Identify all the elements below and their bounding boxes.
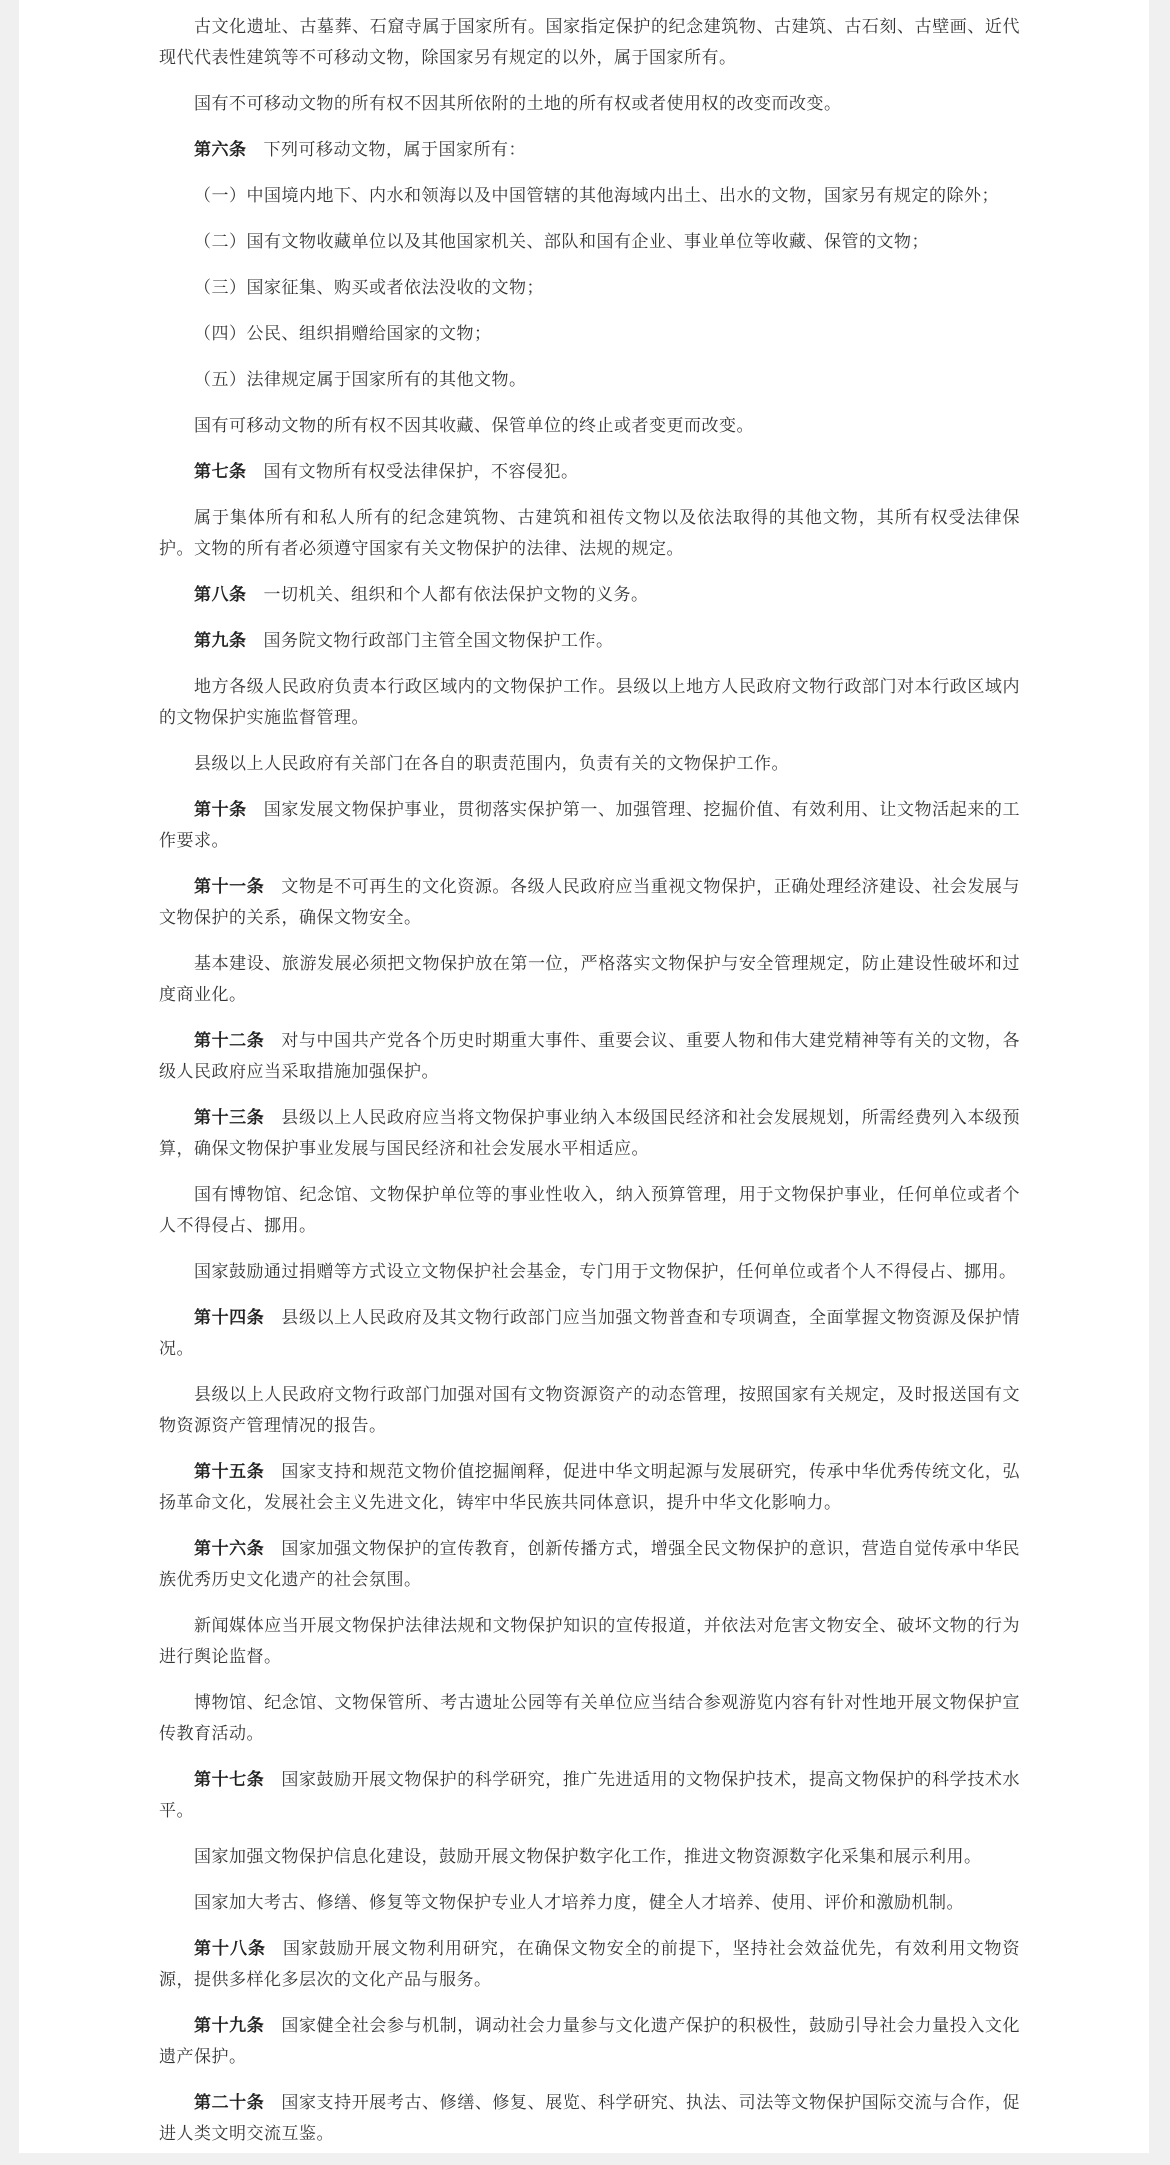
article-paragraph [159,1303,1020,1365]
article-label: 第十八条 [194,1939,266,1959]
article-label: 第二十条 [194,2093,265,2113]
paragraph [159,1888,1020,1919]
paragraph-text: 县级以上人民政府文物行政部门加强对国有文物资源资产的动态管理，按照国家有关规定，及时报送国有文物资源资产管理情况的报告。 [159,1385,1020,1436]
article-paragraph [159,1026,1020,1088]
paragraph-text: 属于集体所有和私人所有的纪念建筑物、古建筑和祖传文物以及依法取得的其他文物，其所有权受法律保护。文物的所有者必须遵守国家有关文物保护的法律、法规的规定。 [159,508,1020,559]
list-item [159,273,1020,304]
article-paragraph [159,1103,1020,1165]
list-item [159,181,1020,212]
paragraph-text: （五）法律规定属于国家所有的其他文物。 [194,370,527,390]
paragraph [159,12,1020,74]
paragraph [159,503,1020,565]
paragraph-text: 国家支持开展考古、修缮、修复、展览、科学研究、执法、司法等文物保护国际交流与合作，促进人类文明交流互鉴。 [159,2093,1021,2144]
article-paragraph [159,1765,1020,1827]
paragraph-text: 国家支持和规范文物价值挖掘阐释，促进中华文明起源与发展研究，传承中华优秀传统文化，弘扬革命文化，发展社会主义先进文化，铸牢中华民族共同体意识，提升中华文化影响力。 [159,1462,1021,1513]
article-paragraph [159,2088,1020,2150]
article-label: 第十六条 [194,1539,265,1559]
paragraph-text: 古文化遗址、古墓葬、石窟寺属于国家所有。国家指定保护的纪念建筑物、古建筑、古石刻、古壁画、近代现代代表性建筑等不可移动文物，除国家另有规定的以外，属于国家所有。 [159,17,1020,68]
paragraph-text: （四）公民、组织捐赠给国家的文物； [194,324,492,344]
paragraph-text: 博物馆、纪念馆、文物保管所、考古遗址公园等有关单位应当结合参观游览内容有针对性地开展文物保护宣传教育活动。 [159,1693,1020,1744]
article-paragraph [159,2011,1020,2073]
paragraph-text: （一）中国境内地下、内水和领海以及中国管辖的其他海域内出土、出水的文物，国家另有规定的除外； [194,186,999,206]
article-paragraph [159,872,1020,934]
paragraph-text: 县级以上人民政府及其文物行政部门应当加强文物普查和专项调查，全面掌握文物资源及保护情况。 [159,1308,1021,1359]
paragraph [159,1380,1020,1442]
paragraph-text: 下列可移动文物，属于国家所有： [263,140,526,160]
paragraph [159,89,1020,120]
paragraph-text: （三）国家征集、购买或者依法没收的文物； [194,278,544,298]
article-label: 第十三条 [194,1108,265,1128]
list-item [159,227,1020,258]
paragraph-text: 国有文物所有权受法律保护，不容侵犯。 [263,462,579,482]
paragraph-text: 国家加强文物保护的宣传教育，创新传播方式，增强全民文物保护的意识，营造自觉传承中华民族优秀历史文化遗产的社会氛围。 [159,1539,1021,1590]
article-paragraph [159,580,1020,611]
paragraph-text: 国有博物馆、纪念馆、文物保护单位等的事业性收入，纳入预算管理，用于文物保护事业，任何单位或者个人不得侵占、挪用。 [159,1185,1020,1236]
paragraph-text: 国家加大考古、修缮、修复等文物保护专业人才培养力度，健全人才培养、使用、评价和激励机制。 [194,1893,964,1913]
paragraph-text: 国有可移动文物的所有权不因其收藏、保管单位的终止或者变更而改变。 [194,416,754,436]
paragraph [159,672,1020,734]
article-body [159,12,1020,2165]
article-label: 第七条 [194,462,247,482]
article-paragraph [159,1934,1020,1996]
paragraph [159,411,1020,442]
paragraph-text: 新闻媒体应当开展文物保护法律法规和文物保护知识的宣传报道，并依法对危害文物安全、破坏文物的行为进行舆论监督。 [159,1616,1020,1667]
paragraph-text: 基本建设、旅游发展必须把文物保护放在第一位，严格落实文物保护与安全管理规定，防止建设性破坏和过度商业化。 [159,954,1020,1005]
article-paragraph [159,135,1020,166]
paragraph-text: 文物是不可再生的文化资源。各级人民政府应当重视文物保护，正确处理经济建设、社会发展与文物保护的关系，确保文物安全。 [159,877,1021,928]
article-paragraph [159,1457,1020,1519]
article-label: 第十二条 [194,1031,265,1051]
article-label: 第九条 [194,631,247,651]
article-label: 第十九条 [194,2016,265,2036]
paragraph [159,949,1020,1011]
article-paragraph [159,626,1020,657]
paragraph [159,749,1020,780]
paragraph-text: 国务院文物行政部门主管全国文物保护工作。 [263,631,614,651]
paragraph-text: 国家鼓励通过捐赠等方式设立文物保护社会基金，专门用于文物保护，任何单位或者个人不得侵占、挪用。 [194,1262,1017,1282]
paragraph [159,1842,1020,1873]
paragraph-text: 国有不可移动文物的所有权不因其所依附的土地的所有权或者使用权的改变而改变。 [194,94,842,114]
article-label: 第十一条 [194,877,265,897]
article-label: 第十五条 [194,1462,265,1482]
paragraph-text: 县级以上人民政府应当将文物保护事业纳入本级国民经济和社会发展规划，所需经费列入本级预算，确保文物保护事业发展与国民经济和社会发展水平相适应。 [159,1108,1021,1159]
paragraph-text: 国家加强文物保护信息化建设，鼓励开展文物保护数字化工作，推进文物资源数字化采集和展示利用。 [194,1847,982,1867]
paragraph [159,1257,1020,1288]
paragraph [159,1180,1020,1242]
list-item [159,319,1020,350]
article-paragraph [159,795,1020,857]
article-label: 第十四条 [194,1308,265,1328]
list-item [159,365,1020,396]
paragraph-text: 国家鼓励开展文物利用研究，在确保文物安全的前提下，坚持社会效益优先，有效利用文物资源，提供多样化多层次的文化产品与服务。 [159,1939,1021,1990]
paragraph-text: 国家发展文物保护事业，贯彻落实保护第一、加强管理、挖掘价值、有效利用、让文物活起来的工作要求。 [159,800,1021,851]
article-label: 第十条 [194,800,247,820]
document-page [19,0,1149,2153]
paragraph-text: 一切机关、组织和个人都有依法保护文物的义务。 [263,585,649,605]
paragraph-text: （二）国有文物收藏单位以及其他国家机关、部队和国有企业、事业单位等收藏、保管的文物； [194,232,929,252]
article-label: 第六条 [194,140,247,160]
article-label: 第十七条 [194,1770,265,1790]
article-paragraph [159,1534,1020,1596]
paragraph-text: 地方各级人民政府负责本行政区域内的文物保护工作。县级以上地方人民政府文物行政部门对本行政区域内的文物保护实施监督管理。 [159,677,1020,728]
paragraph-text: 对与中国共产党各个历史时期重大事件、重要会议、重要人物和伟大建党精神等有关的文物，各级人民政府应当采取措施加强保护。 [159,1031,1021,1082]
article-paragraph [159,457,1020,488]
paragraph [159,1611,1020,1673]
paragraph-text: 县级以上人民政府有关部门在各自的职责范围内，负责有关的文物保护工作。 [194,754,789,774]
paragraph-text: 国家鼓励开展文物保护的科学研究，推广先进适用的文物保护技术，提高文物保护的科学技术水平。 [159,1770,1021,1821]
article-label: 第八条 [194,585,247,605]
paragraph [159,1688,1020,1750]
paragraph-text: 国家健全社会参与机制，调动社会力量参与文化遗产保护的积极性，鼓励引导社会力量投入文化遗产保护。 [159,2016,1021,2067]
